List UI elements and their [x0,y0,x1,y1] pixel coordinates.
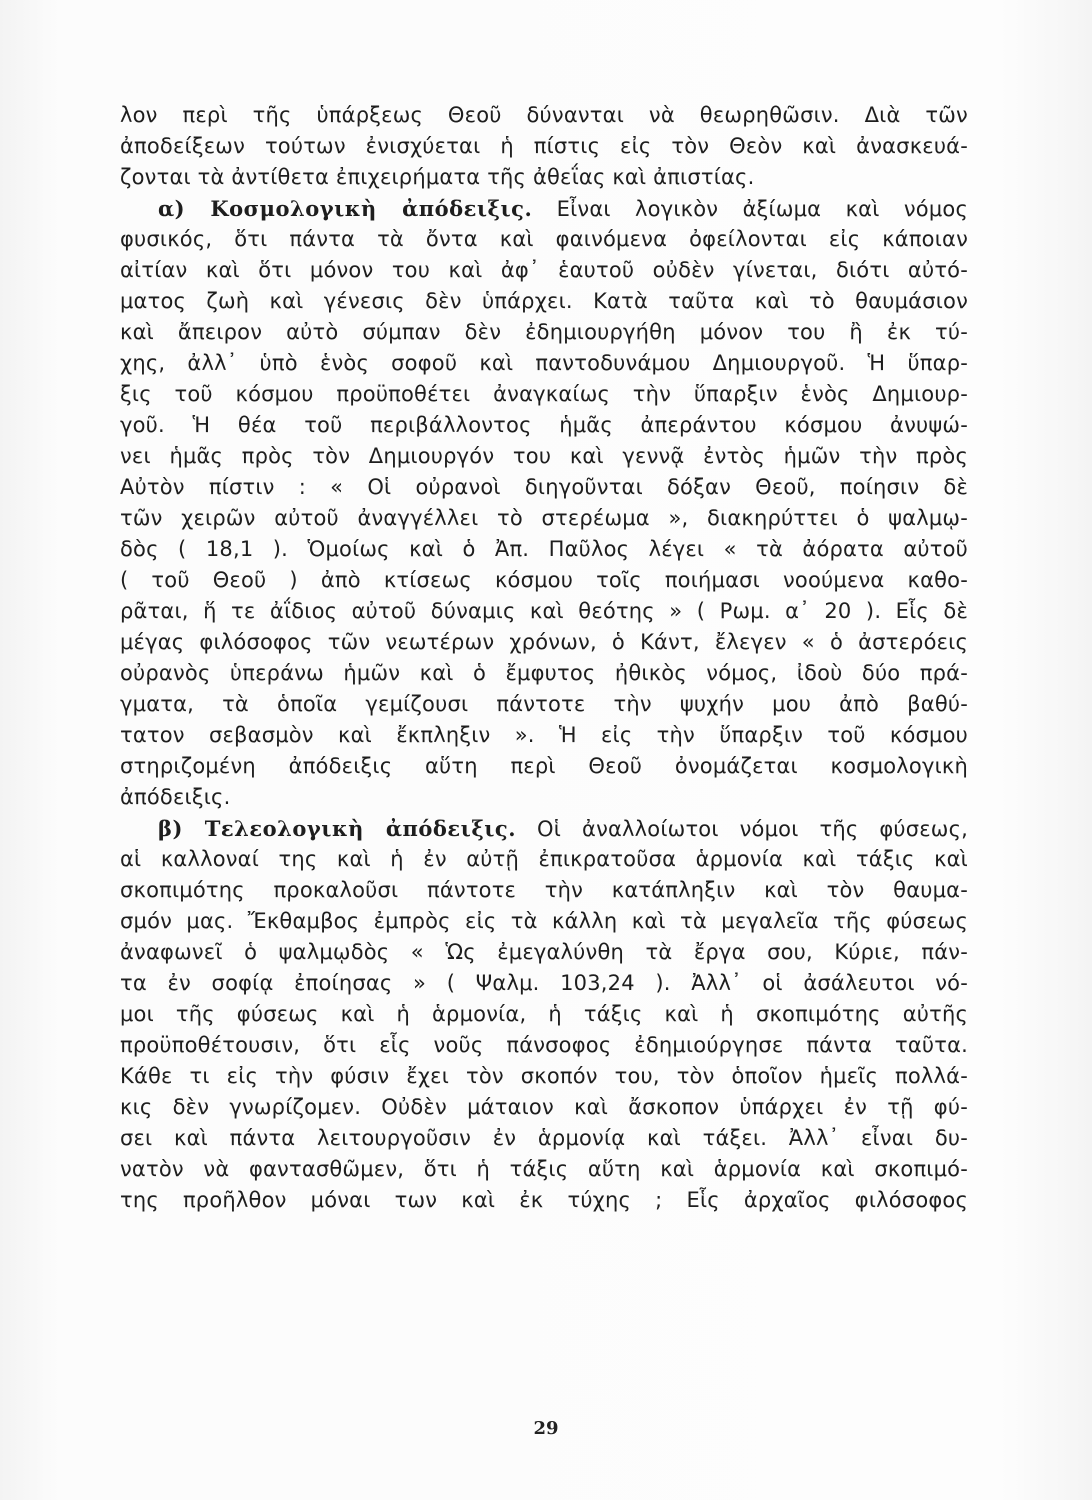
page-text [120,100,968,1216]
text-line: φυσικός, ὅτι πάντα τὰ ὄντα καὶ φαινόμενα ὀφείλονται εἰς κάποιαν [120,227,968,251]
text-line: αἱ καλλοναί της καὶ ἡ ἐν αὐτῇ ἐπικρατοῦσα ἁρμονία καὶ τάξις καὶ [120,847,968,871]
section-b-first-line [120,813,968,844]
section-b-first-text: Οἱ ἀναλλοίωτοι νόμοι τῆς φύσεως, [537,817,968,841]
section-a-first-line [120,193,968,224]
text-line: ἀποδείξεων τούτων ἐνισχύεται ἡ πίστις εἰς τὸν Θεὸν καὶ ἀνασκευά- [120,134,968,158]
text-line: καὶ ἄπειρον αὐτὸ σύμπαν δὲν ἐδημιουργήθη μόνον του ἢ ἐκ τύ- [120,320,968,344]
page-number: 29 [533,1418,559,1439]
text-line: νατὸν νὰ φαντασθῶμεν, ὅτι ἡ τάξις αὕτη καὶ ἁρμονία καὶ σκοπιμό- [120,1157,968,1181]
text-line: λον περὶ τῆς ὑπάρξεως Θεοῦ δύνανται νὰ θεωρηθῶσιν. Διὰ τῶν [120,103,968,127]
text-line: μέγας φιλόσοφος τῶν νεωτέρων χρόνων, ὁ Κάντ, ἔλεγεν « ὁ ἀστερόεις [120,630,968,654]
text-line: Κάθε τι εἰς τὴν φύσιν ἔχει τὸν σκοπόν του, τὸν ὁποῖον ἡμεῖς πολλά- [120,1064,968,1088]
text-line: ρᾶται, ἥ τε ἀΐδιος αὐτοῦ δύναμις καὶ θεότης » ( Ρωμ. α᾽ 20 ). Εἷς δὲ [120,599,968,623]
text-line: δὸς ( 18,1 ). Ὁμοίως καὶ ὁ Ἀπ. Παῦλος λέγει « τὰ ἀόρατα αὐτοῦ [120,537,968,561]
section-a-heading: α) Κοσμολογικὴ ἀπόδειξις. [158,196,533,221]
text-line: ματος ζωὴ καὶ γένεσις δὲν ὑπάρχει. Κατὰ ταῦτα καὶ τὸ θαυμάσιον [120,289,968,313]
text-line: Αὐτὸν πίστιν : « Οἱ οὐρανοὶ διηγοῦνται δόξαν Θεοῦ, ποίησιν δὲ [120,475,968,499]
text-line: προϋποθέτουσιν, ὅτι εἷς νοῦς πάνσοφος ἐδημιούργησε πάντα ταῦτα. [120,1033,968,1057]
text-line: στηριζομένη ἀπόδειξις αὕτη περὶ Θεοῦ ὀνομάζεται κοσμολογικὴ [120,754,968,778]
text-line: τατον σεβασμὸν καὶ ἔκπληξιν ». Ἡ εἰς τὴν ὕπαρξιν τοῦ κόσμου [120,723,968,747]
section-a-first-text: Εἶναι λογικὸν ἀξίωμα καὶ νόμος [556,197,968,221]
text-line: τῶν χειρῶν αὐτοῦ ἀναγγέλλει τὸ στερέωμα », διακηρύττει ὁ ψαλμῳ- [120,506,968,530]
text-line: σει καὶ πάντα λειτουργοῦσιν ἐν ἁρμονίᾳ καὶ τάξει. Ἀλλ᾽ εἶναι δυ- [120,1126,968,1150]
text-line: ( τοῦ Θεοῦ ) ἀπὸ κτίσεως κόσμου τοῖς ποιήμασι νοούμενα καθο- [120,568,968,592]
text-line: γοῦ. Ἡ θέα τοῦ περιβάλλοντος ἡμᾶς ἀπεράντου κόσμου ἀνυψώ- [120,413,968,437]
text-line: τα ἐν σοφίᾳ ἐποίησας » ( Ψαλμ. 103,24 ). Ἀλλ᾽ οἱ ἀσάλευτοι νό- [120,971,968,995]
text-line: ἀπόδειξις. [120,785,231,809]
text-line: αἰτίαν καὶ ὅτι μόνον του καὶ ἀφ᾽ ἑαυτοῦ οὐδὲν γίνεται, διότι αὐτό- [120,258,968,282]
text-line: της προῆλθον μόναι των καὶ ἐκ τύχης ; Εἷς ἀρχαῖος φιλόσοφος [120,1188,968,1212]
text-line: γματα, τὰ ὁποῖα γεμίζουσι πάντοτε τὴν ψυχήν μου ἀπὸ βαθύ- [120,692,968,716]
text-line: χης, ἀλλ᾽ ὑπὸ ἑνὸς σοφοῦ καὶ παντοδυνάμου Δημιουργοῦ. Ἡ ὕπαρ- [120,351,968,375]
text-line: ἀναφωνεῖ ὁ ψαλμῳδὸς « Ὡς ἐμεγαλύνθη τὰ ἔργα σου, Κύριε, πάν- [120,940,968,964]
text-line: οὐρανὸς ὑπεράνω ἡμῶν καὶ ὁ ἔμφυτος ἠθικὸς νόμος, ἰδοὺ δύο πρά- [120,661,968,685]
text-line: σκοπιμότης προκαλοῦσι πάντοτε τὴν κατάπληξιν καὶ τὸν θαυμα- [120,878,968,902]
text-line: νει ἡμᾶς πρὸς τὸν Δημιουργόν του καὶ γεννᾷ ἐντὸς ἡμῶν τὴν πρὸς [120,444,968,468]
text-line: μοι τῆς φύσεως καὶ ἡ ἁρμονία, ἡ τάξις καὶ ἡ σκοπιμότης αὐτῆς [120,1002,968,1026]
text-line: ζονται τὰ ἀντίθετα ἐπιχειρήματα τῆς ἀθεΐας καὶ ἀπιστίας. [120,165,755,189]
text-line: κις δὲν γνωρίζομεν. Οὐδὲν μάταιον καὶ ἄσκοπον ὑπάρχει ἐν τῇ φύ- [120,1095,968,1119]
text-line: ξις τοῦ κόσμου προϋποθέτει ἀναγκαίως τὴν ὕπαρξιν ἑνὸς Δημιουρ- [120,382,968,406]
text-line: σμόν μας. Ἔκθαμβος ἐμπρὸς εἰς τὰ κάλλη καὶ τὰ μεγαλεῖα τῆς φύσεως [120,909,968,933]
section-b-heading: β) Τελεολογικὴ ἀπόδειξις. [158,816,517,841]
